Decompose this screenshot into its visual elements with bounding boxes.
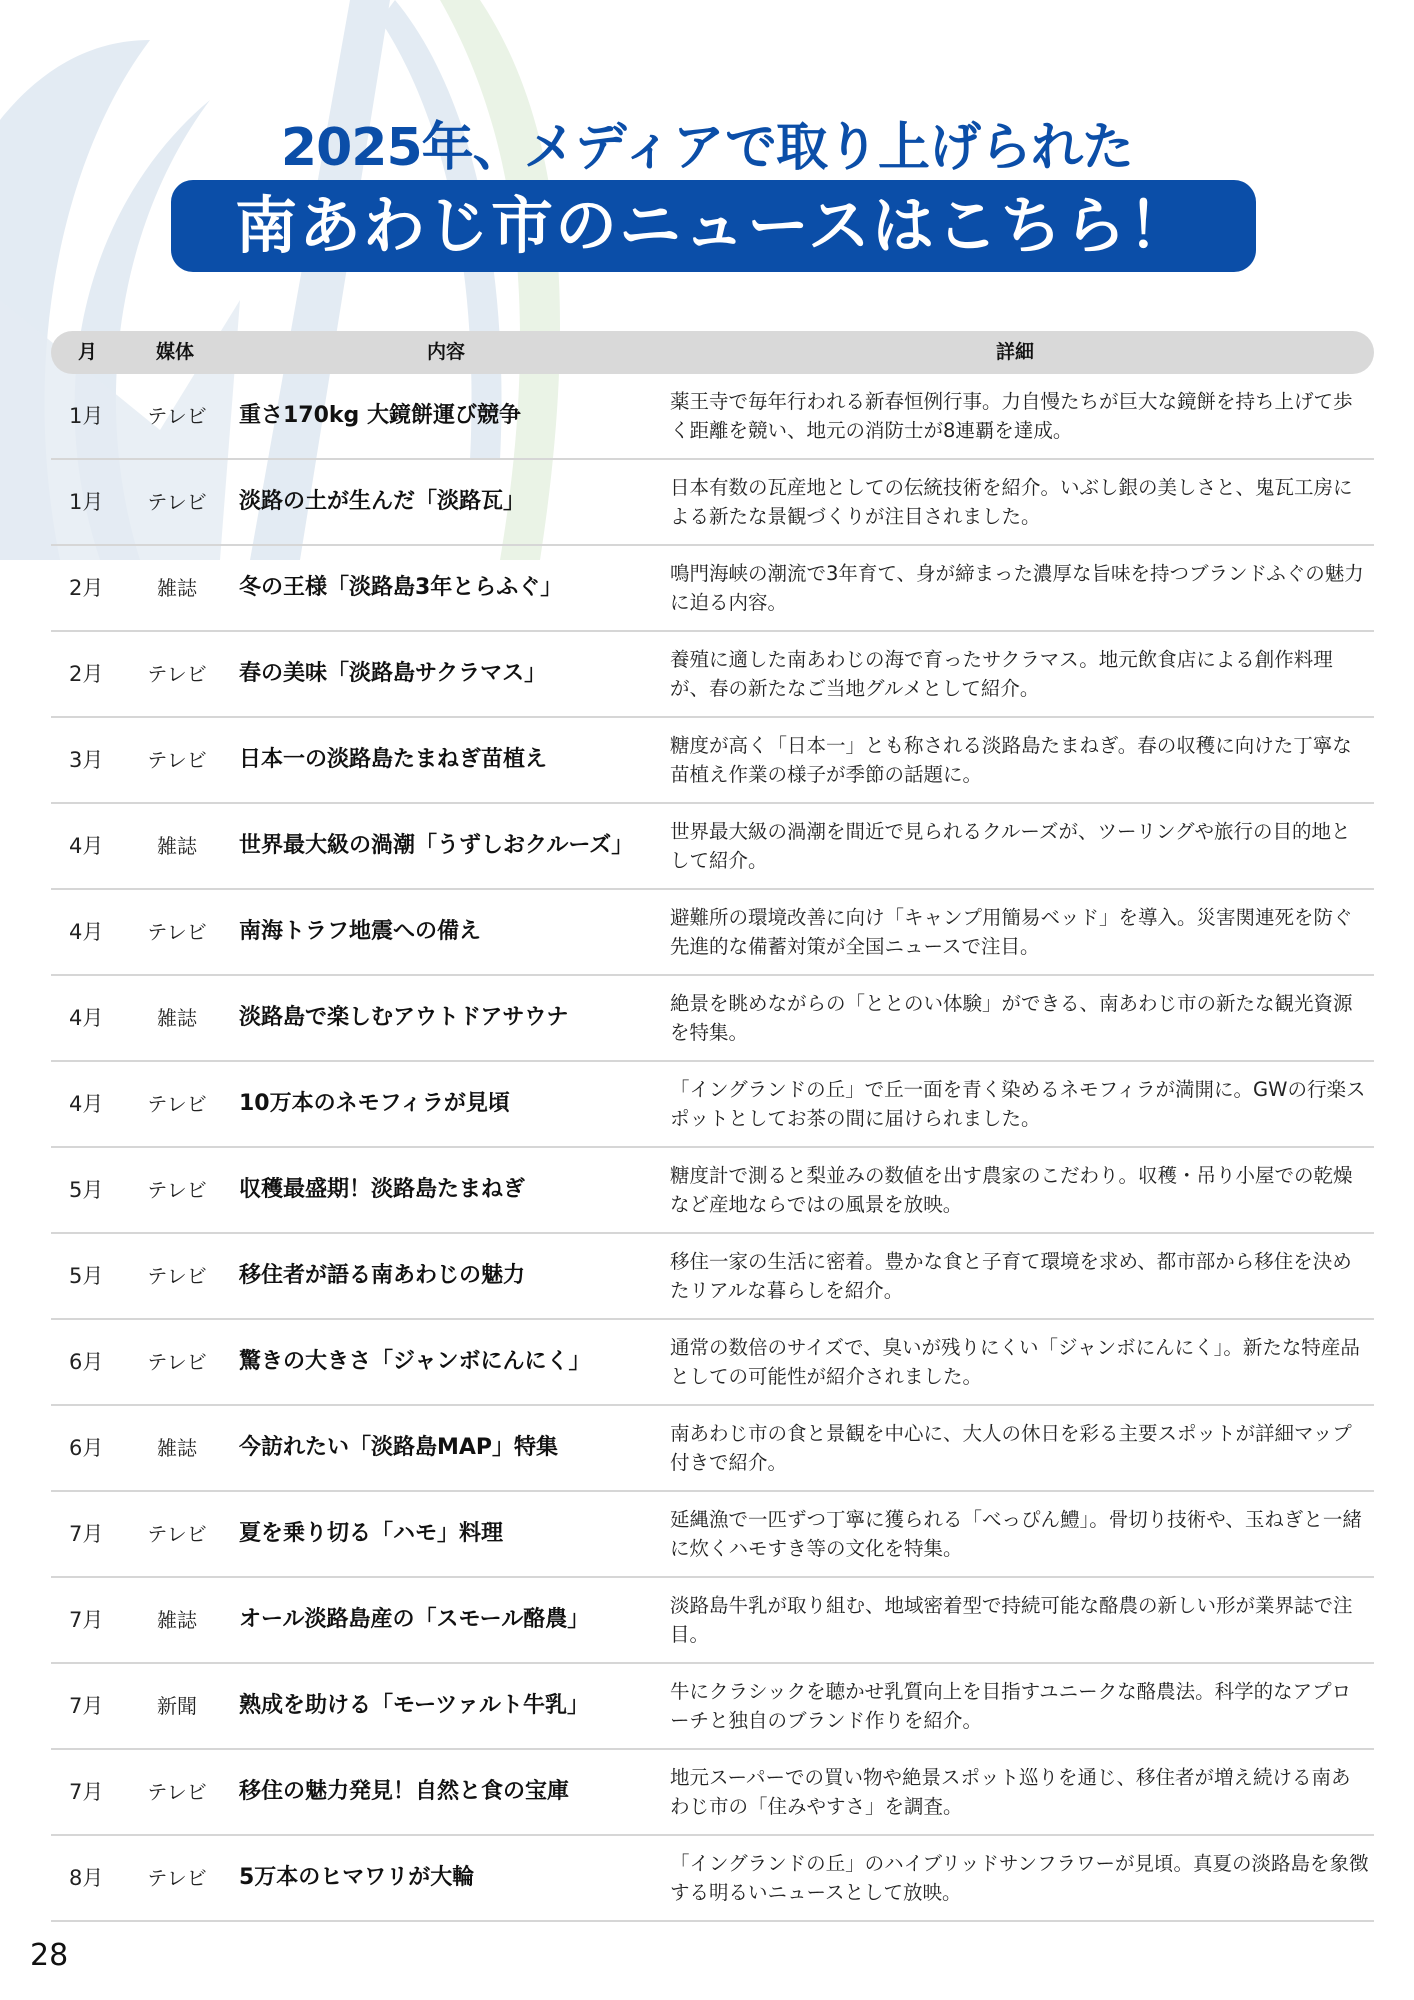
row-media: 雑誌 xyxy=(157,1006,197,1030)
row-month: 5月 xyxy=(69,1178,104,1202)
row-detail: 牛にクラシックを聴かせ乳質向上を目指すユニークな酪農法。科学的なアプローチと独自のブランド作りを紹介。 xyxy=(670,1680,1352,1732)
header-month: 月 xyxy=(78,341,98,363)
table-row xyxy=(51,1492,1374,1578)
row-media: テレビ xyxy=(147,490,207,514)
row-detail: 鳴門海峡の潮流で3年育て、身が締まった濃厚な旨味を持つブランドふぐの魅力に迫る内容。 xyxy=(670,562,1364,614)
row-title: 春の美味「淡路島サクラマス」 xyxy=(239,661,547,686)
row-title: 驚きの大きさ「ジャンボにんにく」 xyxy=(239,1349,591,1374)
row-detail: 通常の数倍のサイズで、臭いが残りにくい「ジャンボにんにく」。新たな特産品としての可能性が紹介されました。 xyxy=(670,1336,1360,1388)
table-header xyxy=(51,331,1374,374)
row-detail: 「イングランドの丘」のハイブリッドサンフラワーが見頃。真夏の淡路島を象徴する明るいニュースとして放映。 xyxy=(670,1852,1369,1904)
row-detail: 養殖に適した南あわじの海で育ったサクラマス。地元飲食店による創作料理が、春の新たなご当地グルメとして紹介。 xyxy=(670,648,1333,700)
row-month: 2月 xyxy=(69,576,104,600)
row-detail: 避難所の環境改善に向け「キャンプ用簡易ベッド」を導入。災害関連死を防ぐ先進的な備蓄対策が全国ニュースで注目。 xyxy=(670,906,1353,958)
header-media: 媒体 xyxy=(156,341,195,363)
row-title: 世界最大級の渦潮「うずしおクルーズ」 xyxy=(239,833,634,858)
row-detail: 糖度が高く「日本一」とも称される淡路島たまねぎ。春の収穫に向けた丁寧な苗植え作業の様子が季節の話題に。 xyxy=(670,734,1352,786)
row-month: 4月 xyxy=(69,1092,104,1116)
row-detail: 淡路島牛乳が取り組む、地域密着型で持続可能な酪農の新しい形が業界誌で注目。 xyxy=(670,1594,1353,1646)
table-row xyxy=(51,546,1374,632)
row-title: 夏を乗り切る「ハモ」料理 xyxy=(239,1521,504,1546)
row-media: テレビ xyxy=(147,1780,207,1804)
row-title: 重さ170kg 大鏡餅運び競争 xyxy=(239,403,521,428)
row-media: テレビ xyxy=(147,748,207,772)
row-detail: 延縄漁で一匹ずつ丁寧に獲られる「べっぴん鱧」。骨切り技術や、玉ねぎと一緒に炊くハモすき等の文化を特集。 xyxy=(670,1508,1362,1560)
row-detail: 日本有数の瓦産地としての伝統技術を紹介。いぶし銀の美しさと、鬼瓦工房による新たな景観づくりが注目されました。 xyxy=(670,476,1353,528)
row-title: 冬の王様「淡路島3年とらふぐ」 xyxy=(239,575,563,600)
page-number: 28 xyxy=(30,1938,69,1973)
row-media: テレビ xyxy=(147,1092,207,1116)
row-month: 6月 xyxy=(69,1436,104,1460)
row-media: テレビ xyxy=(147,662,207,686)
row-month: 2月 xyxy=(69,662,104,686)
table-row xyxy=(51,804,1374,890)
table-row xyxy=(51,976,1374,1062)
row-title: 移住の魅力発見！自然と食の宝庫 xyxy=(239,1779,570,1804)
row-title: 淡路島で楽しむアウトドアサウナ xyxy=(239,1005,569,1030)
page-heading-banner: 南あわじ市のニュースはこちら！ xyxy=(171,180,1256,272)
row-month: 7月 xyxy=(69,1522,104,1546)
row-detail: 薬王寺で毎年行われる新春恒例行事。力自慢たちが巨大な鏡餅を持ち上げて歩く距離を競い、地元の消防士が8連覇を達成。 xyxy=(670,390,1353,442)
row-media: 雑誌 xyxy=(157,1608,197,1632)
table-row xyxy=(51,374,1374,460)
row-month: 4月 xyxy=(69,834,104,858)
row-title: 移住者が語る南あわじの魅力 xyxy=(239,1263,526,1288)
row-title: 熟成を助ける「モーツァルト牛乳」 xyxy=(239,1693,590,1718)
row-month: 8月 xyxy=(69,1866,104,1890)
row-detail: 移住一家の生活に密着。豊かな食と子育て環境を求め、都市部から移住を決めたリアルな暮らしを紹介。 xyxy=(670,1250,1352,1302)
row-title: 収穫最盛期！淡路島たまねぎ xyxy=(239,1177,526,1202)
row-media: 雑誌 xyxy=(157,576,197,600)
header-detail: 詳細 xyxy=(996,341,1035,363)
row-detail: 糖度計で測ると梨並みの数値を出す農家のこだわり。収穫・吊り小屋での乾燥など産地ならではの風景を放映。 xyxy=(670,1164,1353,1216)
row-month: 7月 xyxy=(69,1780,104,1804)
row-media: テレビ xyxy=(147,1178,207,1202)
row-month: 1月 xyxy=(69,490,104,514)
table-row xyxy=(51,1836,1374,1922)
table-row xyxy=(51,1750,1374,1836)
table-row xyxy=(51,1320,1374,1406)
row-title: 淡路の土が生んだ「淡路瓦」 xyxy=(239,489,526,514)
table-row xyxy=(51,1148,1374,1234)
row-month: 7月 xyxy=(69,1694,104,1718)
row-detail: 南あわじ市の食と景観を中心に、大人の休日を彩る主要スポットが詳細マップ付きで紹介。 xyxy=(670,1422,1352,1474)
table-row xyxy=(51,1406,1374,1492)
news-table-body xyxy=(51,374,1374,1922)
row-media: 新聞 xyxy=(157,1694,197,1718)
row-detail: 絶景を眺めながらの「ととのい体験」ができる、南あわじ市の新たな観光資源を特集。 xyxy=(670,992,1353,1044)
row-title: 5万本のヒマワリが大輪 xyxy=(239,1865,475,1890)
row-title: オール淡路島産の「スモール酪農」 xyxy=(239,1607,590,1632)
table-row xyxy=(51,1578,1374,1664)
table-row xyxy=(51,460,1374,546)
row-month: 7月 xyxy=(69,1608,104,1632)
table-row xyxy=(51,1234,1374,1320)
row-title: 南海トラフ地震への備え xyxy=(239,919,482,944)
row-month: 4月 xyxy=(69,1006,104,1030)
row-detail: 「イングランドの丘」で丘一面を青く染めるネモフィラが満開に。GWの行楽スポットとしてお茶の間に届けられました。 xyxy=(670,1078,1366,1130)
table-row xyxy=(51,890,1374,976)
page-heading-line1: 2025年、メディアで取り上げられた xyxy=(280,118,1134,178)
row-media: テレビ xyxy=(147,1350,207,1374)
row-month: 4月 xyxy=(69,920,104,944)
row-detail: 世界最大級の渦潮を間近で見られるクルーズが、ツーリングや旅行の目的地として紹介。 xyxy=(670,820,1351,872)
row-detail: 地元スーパーでの買い物や絶景スポット巡りを通じ、移住者が増え続ける南あわじ市の「住みやすさ」を調査。 xyxy=(670,1766,1351,1818)
row-media: 雑誌 xyxy=(157,1436,197,1460)
row-media: テレビ xyxy=(147,1522,207,1546)
row-title: 日本一の淡路島たまねぎ苗植え xyxy=(239,747,548,772)
table-row xyxy=(51,1062,1374,1148)
table-row xyxy=(51,1664,1374,1750)
row-media: テレビ xyxy=(147,1264,207,1288)
row-media: テレビ xyxy=(147,920,207,944)
table-row xyxy=(51,632,1374,718)
row-month: 5月 xyxy=(69,1264,104,1288)
row-month: 3月 xyxy=(69,748,104,772)
row-month: 6月 xyxy=(69,1350,104,1374)
row-media: テレビ xyxy=(147,404,207,428)
row-media: 雑誌 xyxy=(157,834,197,858)
row-title: 10万本のネモフィラが見頃 xyxy=(239,1091,510,1116)
row-title: 今訪れたい「淡路島MAP」特集 xyxy=(239,1435,559,1460)
header-content: 内容 xyxy=(427,341,466,363)
row-media: テレビ xyxy=(147,1866,207,1890)
row-month: 1月 xyxy=(69,404,104,428)
table-row xyxy=(51,718,1374,804)
